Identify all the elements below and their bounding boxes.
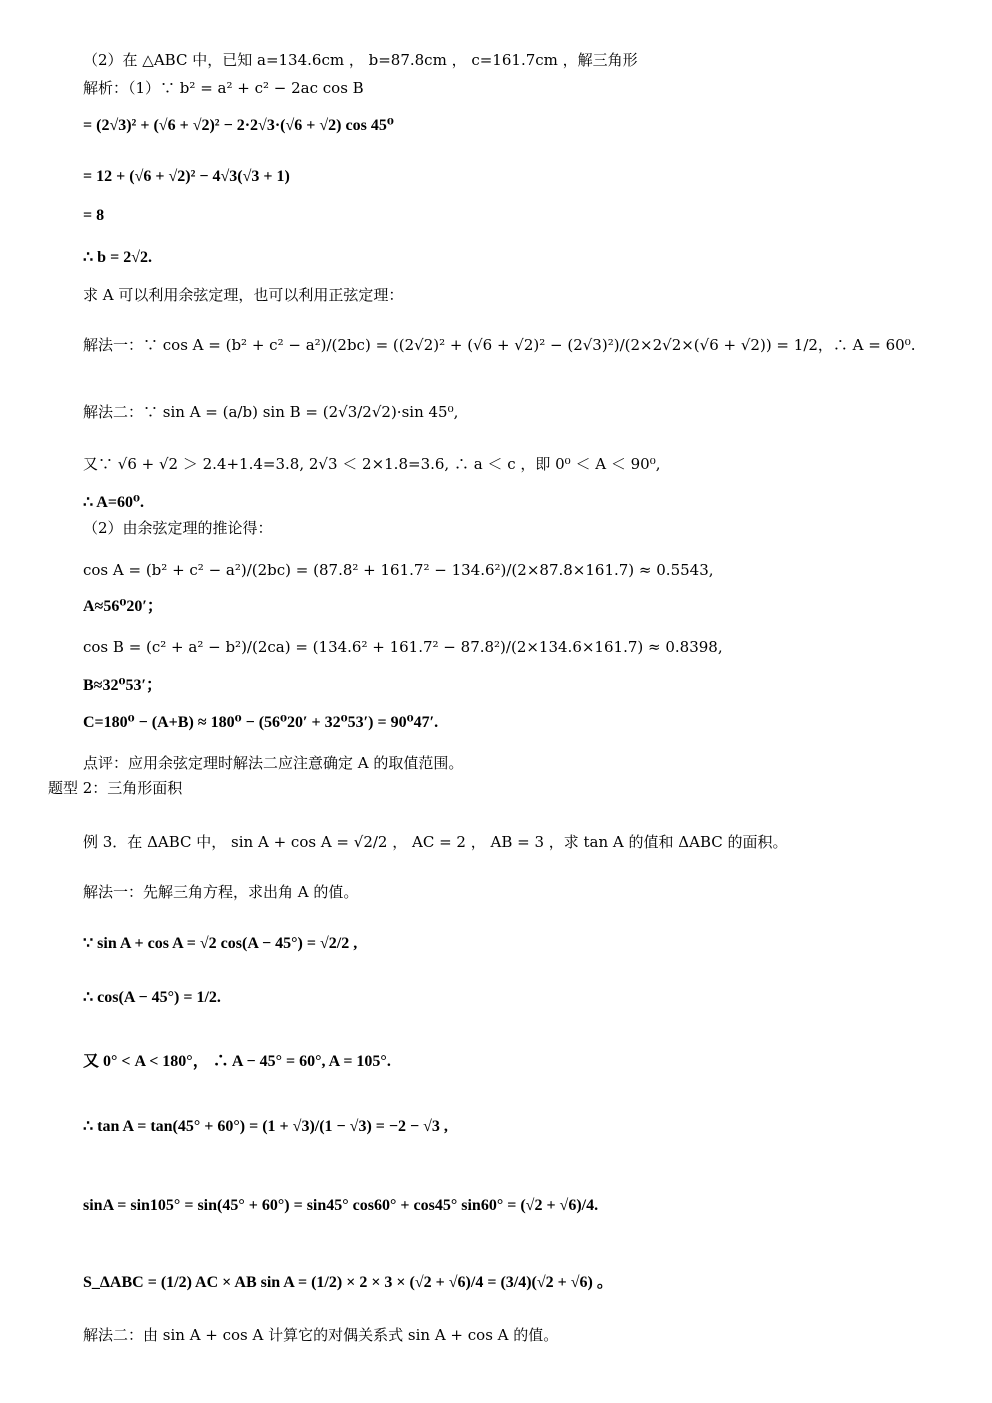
line-b-squared-result: = 8 [83,207,105,224]
line-find-a-intro: 求 A 可以利用余弦定理，也可以利用正弦定理： [83,286,404,304]
line-example-three: 例 3．在 ΔABC 中， sin A + cos A = √2/2 ， AC = 2 ， AB = 3 ，求 tan A 的值和 ΔABC 的面积。 [83,833,788,851]
line-a-approx: A≈56⁰20′； [83,598,163,615]
line-area: S_ΔABC = (1/2) AC × AB sin A = (1/2) × 2 × 3 × (√2 + √6)/4 = (3/4)(√2 + √6) 。 [83,1274,613,1291]
line-cos-a-numeric: cos A = (b² + c² − a²)/(2bc) = (87.8² + 161.7² − 134.6²)/(2×87.8×161.7) ≈ 0.5543, [83,561,714,579]
line-b-value: ∴ b = 2√2. [83,249,152,266]
line-comment: 点评：应用余弦定理时解法二应注意确定 A 的取值范围。 [83,754,464,772]
line-b-squared-expansion: = (2√3)² + (√6 + √2)² − 2·2√3·(√6 + √2) cos 45⁰ [83,117,394,134]
line-method-two: 解法二：∵ sin A = (a/b) sin B = (2√3/2√2)·sin 45⁰, [83,403,459,421]
line-analysis-start: 解析：（1）∵ b² = a² + c² − 2ac cos B [83,79,364,97]
line-sum-identity: ∵ sin A + cos A = √2 cos(A − 45°) = √2/2 , [83,935,358,952]
line-b-squared-simplify: = 12 + (√6 + √2)² − 4√3(√3 + 1) [83,168,290,185]
line-solution-one-intro: 解法一：先解三角方程，求出角 A 的值。 [83,883,359,901]
line-cos-shift: ∴ cos(A − 45°) = 1/2. [83,989,221,1006]
line-method-one: 解法一：∵ cos A = (b² + c² − a²)/(2bc) = ((2√2)² + (√6 + √2)² − (2√3)²)/(2×2√2×(√6 + √2)) = 1/2，∴ A = 60⁰. [83,336,916,354]
line-cos-b-numeric: cos B = (c² + a² − b²)/(2ca) = (134.6² + 161.7² − 87.8²)/(2×134.6×161.7) ≈ 0.8398, [83,638,723,656]
line-part-two-intro: （2）由余弦定理的推论得： [83,519,273,537]
line-tan-a: ∴ tan A = tan(45° + 60°) = (1 + √3)/(1 − √3) = −2 − √3 , [83,1118,448,1135]
line-c-result: C=180⁰ − (A+B) ≈ 180⁰ − (56⁰20′ + 32⁰53′) = 90⁰47′. [83,714,439,731]
line-given-triangle: （2）在 △ABC 中，已知 a=134.6cm ， b=87.8cm ， c=161.7cm ，解三角形 [83,51,638,69]
line-solution-two-intro: 解法二：由 sin A + cos A 计算它的对偶关系式 sin A + cos A 的值。 [83,1326,559,1344]
line-angle-a: 又 0° < A < 180°， ∴ A − 45° = 60°, A = 105°. [83,1053,391,1070]
line-range-check: 又∵ √6 + √2 ＞ 2.4+1.4=3.8, 2√3 ＜ 2×1.8=3.6, ∴ a ＜ c ，即 0⁰ ＜ A ＜ 90⁰, [83,455,661,473]
line-a-result: ∴ A=60⁰. [83,494,144,511]
line-b-approx: B≈32⁰53′； [83,677,162,694]
line-sin-a: sinA = sin105° = sin(45° + 60°) = sin45° cos60° + cos45° sin60° = (√2 + √6)/4. [83,1197,599,1214]
section-heading-triangle-area: 题型 2：三角形面积 [48,779,183,797]
